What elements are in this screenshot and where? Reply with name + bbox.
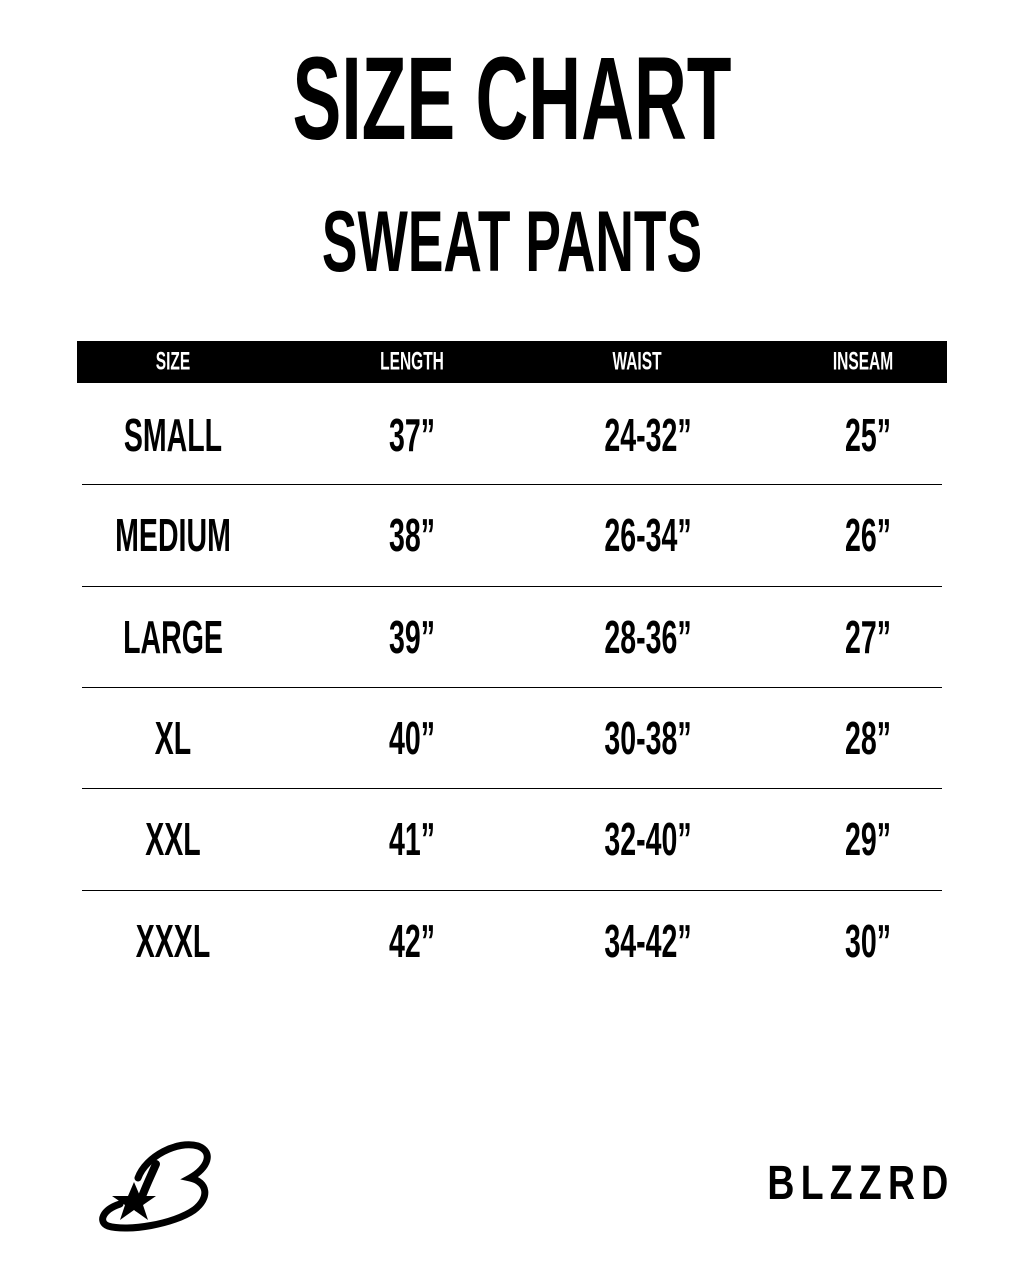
header-length: LENGTH: [380, 347, 444, 376]
row-divider: [82, 890, 942, 891]
cell-length: 37”: [389, 409, 435, 461]
product-subtitle: SWEAT PANTS: [321, 194, 703, 290]
cell-size: LARGE: [123, 611, 223, 663]
cell-size: XL: [154, 712, 192, 764]
table-header: [77, 341, 947, 383]
row-divider: [82, 484, 942, 485]
cell-size: MEDIUM: [115, 509, 231, 561]
cell-inseam: 28”: [845, 712, 891, 764]
cell-length: 42”: [389, 915, 435, 967]
cell-length: 40”: [389, 712, 435, 764]
cell-inseam: 27”: [845, 611, 891, 663]
header-inseam: INSEAM: [832, 347, 894, 376]
cell-waist: 28-36”: [604, 611, 692, 663]
row-divider: [82, 788, 942, 789]
header-size: SIZE: [155, 347, 191, 376]
cell-inseam: 30”: [845, 915, 891, 967]
cell-waist: 24-32”: [604, 409, 692, 461]
brand-name: BLZZRD: [767, 1157, 955, 1210]
cell-waist: 34-42”: [604, 915, 692, 967]
cell-waist: 26-34”: [604, 509, 692, 561]
cell-size: SMALL: [123, 409, 223, 461]
cell-inseam: 25”: [845, 409, 891, 461]
cell-waist: 30-38”: [604, 712, 692, 764]
cell-length: 38”: [389, 509, 435, 561]
row-divider: [82, 586, 942, 587]
cell-size: XXL: [145, 813, 201, 865]
brand-logo-icon: [98, 1138, 213, 1233]
cell-size: XXXL: [135, 915, 211, 967]
cell-waist: 32-40”: [604, 813, 692, 865]
header-waist: WAIST: [612, 347, 662, 376]
cell-inseam: 26”: [845, 509, 891, 561]
cell-length: 39”: [389, 611, 435, 663]
page-title: SIZE CHART: [292, 33, 732, 165]
cell-inseam: 29”: [845, 813, 891, 865]
row-divider: [82, 687, 942, 688]
cell-length: 41”: [389, 813, 435, 865]
